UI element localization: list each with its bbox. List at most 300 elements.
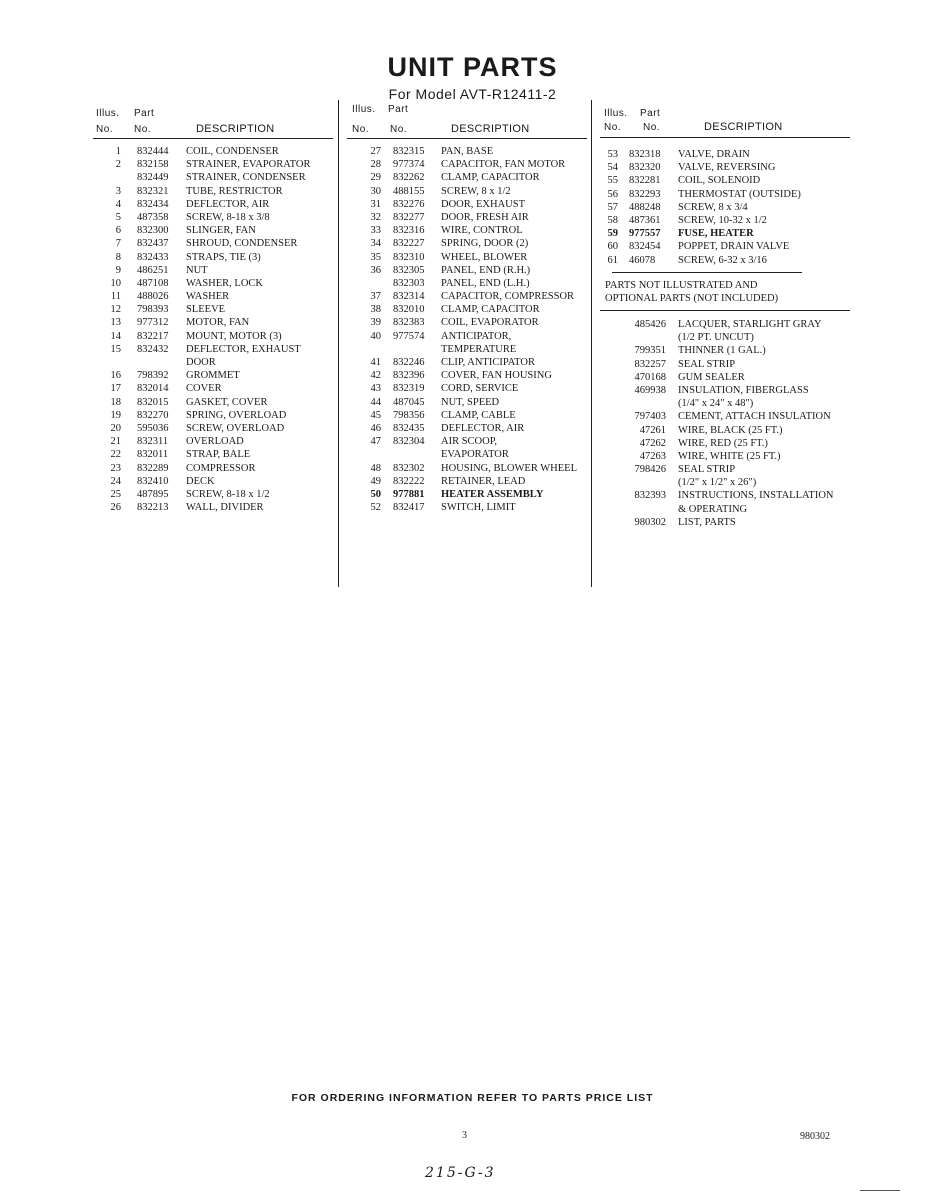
part-description: (1/4" x 24" x 48"): [678, 398, 754, 410]
part-row: [600, 240, 860, 253]
part-number: 832270: [137, 409, 169, 421]
part-row: [347, 185, 592, 198]
part-row: [347, 251, 592, 264]
col3-description-label: DESCRIPTION: [704, 121, 783, 133]
part-number: 47262: [639, 437, 666, 449]
part-number: 832449: [137, 172, 169, 184]
part-number: 832435: [393, 422, 425, 434]
part-number: 832217: [137, 330, 169, 342]
part-row: [93, 211, 338, 224]
part-description: STRAP, BALE: [186, 449, 251, 461]
part-description: COIL, CONDENSER: [186, 146, 279, 157]
part-description: FUSE, HEATER: [678, 228, 754, 240]
illus-number: 15: [110, 343, 121, 355]
part-row: [93, 343, 338, 356]
corner-mark: [860, 1190, 900, 1191]
part-row: [93, 396, 338, 409]
part-description: INSULATION, FIBERGLASS: [678, 384, 809, 396]
part-row: [93, 303, 338, 316]
part-number: 977557: [629, 228, 661, 240]
part-description: COMPRESSOR: [186, 462, 256, 474]
part-number: 832300: [137, 225, 169, 237]
part-number: 832281: [629, 175, 661, 187]
illus-number: 38: [370, 304, 381, 316]
illus-number: 23: [110, 462, 121, 474]
part-description: INSTRUCTIONS, INSTALLATION: [678, 490, 834, 502]
illus-number: 30: [370, 185, 381, 197]
illus-number: 16: [110, 370, 121, 382]
illus-number: 55: [607, 175, 618, 187]
part-number: 977312: [137, 317, 169, 329]
part-row: [347, 356, 592, 369]
part-description: VALVE, REVERSING: [678, 162, 776, 174]
part-number: 486251: [137, 264, 169, 276]
part-number: 832410: [137, 475, 169, 487]
illus-number: 43: [370, 383, 381, 395]
illus-number: 34: [370, 238, 381, 250]
part-row: [347, 145, 592, 158]
illus-number: 13: [110, 317, 121, 329]
part-description: SPRING, DOOR (2): [441, 238, 529, 250]
page-title: UNIT PARTS: [387, 52, 558, 82]
part-description: CLAMP, CABLE: [441, 409, 516, 421]
part-description: SCREW, 8 x 3/4: [678, 201, 748, 213]
col1-illus-label: Illus.: [96, 108, 120, 119]
part-number: 832417: [393, 502, 425, 514]
illus-number: 1: [115, 146, 121, 157]
illus-number: 29: [370, 172, 381, 184]
part-number: 832302: [393, 462, 425, 474]
part-number: 832227: [393, 238, 425, 250]
col2-no-label: No.: [352, 124, 370, 135]
part-description: DOOR, EXHAUST: [441, 198, 525, 210]
illus-number: 58: [607, 214, 618, 226]
illus-number: 10: [110, 277, 121, 289]
optional-part-row: [600, 450, 860, 463]
part-description: COVER: [186, 383, 222, 395]
illus-number: 46: [370, 422, 381, 434]
part-row: [347, 171, 592, 184]
part-row: [93, 409, 338, 422]
ordering-note: FOR ORDERING INFORMATION REFER TO PARTS PRICE LIST: [291, 1092, 654, 1104]
part-number: 487895: [137, 488, 169, 500]
illus-number: 11: [110, 291, 121, 303]
part-number: 832383: [393, 317, 425, 329]
part-description: CLAMP, CAPACITOR: [441, 304, 540, 316]
part-description: AIR SCOOP,: [441, 436, 498, 448]
optional-part-row: [600, 424, 860, 437]
part-number: 832293: [629, 188, 661, 200]
illus-number: 60: [607, 241, 618, 253]
part-description: DECK: [186, 475, 215, 487]
part-number: 488155: [393, 185, 425, 197]
part-number: 832304: [393, 436, 425, 448]
col2-header-rule: [347, 138, 587, 139]
part-number: 832305: [393, 264, 425, 276]
part-number: 832213: [137, 502, 169, 514]
part-description: EVAPORATOR: [441, 449, 509, 461]
part-description: WASHER: [186, 291, 230, 303]
part-row: [347, 303, 592, 316]
illus-number: 40: [370, 330, 381, 342]
part-description: GUM SEALER: [678, 371, 745, 383]
part-row: [600, 188, 860, 201]
illus-number: 4: [115, 198, 121, 210]
part-number: 832311: [137, 436, 169, 448]
part-row: [347, 211, 592, 224]
part-number: 487108: [137, 277, 169, 289]
col1-header-rule: [93, 138, 333, 139]
part-row: [93, 462, 338, 475]
part-row: [347, 396, 592, 409]
col1-part-label: Part: [134, 108, 155, 119]
illus-number: 2: [115, 159, 121, 171]
optional-part-row: [600, 344, 860, 357]
part-number: 832257: [634, 358, 666, 370]
column-3-parts-list: [600, 148, 860, 267]
document-number: 980302: [800, 1131, 830, 1142]
part-number: 470168: [634, 371, 666, 383]
part-number: 832289: [137, 462, 169, 474]
part-description: TUBE, RESTRICTOR: [186, 185, 283, 197]
illus-number: 3: [115, 185, 121, 197]
part-number: 832318: [629, 149, 661, 160]
illus-number: 22: [110, 449, 121, 461]
part-row: [347, 158, 592, 171]
part-description: WIRE, RED (25 FT.): [678, 437, 768, 449]
illus-number: 49: [370, 475, 381, 487]
part-row: [93, 369, 338, 382]
part-row: [93, 356, 338, 369]
part-description: SEAL STRIP: [678, 358, 736, 370]
part-row: [347, 277, 592, 290]
illus-number: 17: [110, 383, 121, 395]
part-row: [347, 369, 592, 382]
part-row: [347, 198, 592, 211]
part-description: SHROUD, CONDENSER: [186, 238, 298, 250]
part-row: [600, 201, 860, 214]
optional-heading-line2: OPTIONAL PARTS (NOT INCLUDED): [605, 293, 779, 304]
part-number: 487045: [393, 396, 425, 408]
part-number: 832246: [393, 357, 425, 368]
part-number: 832014: [137, 383, 169, 395]
part-description: SWITCH, LIMIT: [441, 502, 516, 514]
illus-number: 56: [607, 188, 618, 200]
illus-number: 31: [370, 198, 381, 210]
illus-number: 24: [110, 475, 121, 487]
part-row: [347, 316, 592, 329]
part-row: [600, 174, 860, 187]
part-description: WIRE, CONTROL: [441, 225, 523, 237]
col2-part-label: Part: [388, 104, 409, 115]
column-1-parts-list: [93, 145, 338, 514]
part-description: WHEEL, BLOWER: [441, 251, 528, 263]
part-row: [347, 224, 592, 237]
part-description: WASHER, LOCK: [186, 277, 264, 289]
part-row: [93, 422, 338, 435]
part-description: THINNER (1 GAL.): [678, 345, 766, 357]
part-row: [93, 488, 338, 501]
optional-part-row: [600, 437, 860, 450]
col1-description-label: DESCRIPTION: [196, 123, 275, 135]
part-number: 832454: [629, 241, 661, 253]
part-number: 832433: [137, 251, 169, 263]
part-description: LACQUER, STARLIGHT GRAY: [678, 319, 822, 330]
part-row: [93, 251, 338, 264]
part-row: [600, 227, 860, 240]
part-number: 832010: [393, 304, 425, 316]
illus-number: 35: [370, 251, 381, 263]
part-description: HOUSING, BLOWER WHEEL: [441, 462, 577, 474]
part-description: COIL, EVAPORATOR: [441, 317, 539, 329]
optional-part-row: [600, 489, 860, 502]
part-description: (1/2 PT. UNCUT): [678, 332, 754, 344]
optional-heading-line1: PARTS NOT ILLUSTRATED AND: [605, 280, 758, 291]
part-number: 832315: [393, 146, 425, 157]
part-number: 799351: [634, 345, 666, 357]
part-row: [347, 501, 592, 514]
part-number: 832310: [393, 251, 425, 263]
part-row: [600, 254, 860, 267]
part-number: 832222: [393, 475, 425, 487]
part-row: [93, 158, 338, 171]
illus-number: 19: [110, 409, 121, 421]
illus-number: 6: [115, 225, 121, 237]
part-description: COIL, SOLENOID: [678, 175, 761, 187]
part-row: [93, 382, 338, 395]
part-description: CEMENT, ATTACH INSULATION: [678, 411, 831, 423]
part-description: ANTICIPATOR,: [441, 330, 512, 342]
illus-number: 41: [370, 357, 381, 368]
part-number: 832437: [137, 238, 169, 250]
part-number: 832393: [634, 490, 666, 502]
illus-number: 53: [607, 149, 618, 160]
optional-part-row: [600, 476, 860, 489]
part-description: SLINGER, FAN: [186, 225, 256, 237]
illus-number: 32: [370, 211, 381, 223]
part-number: 832320: [629, 162, 661, 174]
part-row: [347, 343, 592, 356]
part-description: SCREW, 8-18 x 3/8: [186, 211, 270, 223]
col3-illus-label: Illus.: [604, 108, 628, 119]
part-description: & OPERATING: [678, 503, 748, 515]
part-number: 832396: [393, 370, 425, 382]
part-description: GASKET, COVER: [186, 396, 268, 408]
part-number: 832321: [137, 185, 169, 197]
part-number: 798392: [137, 370, 169, 382]
part-description: DEFLECTOR, AIR: [441, 422, 525, 434]
part-description: PANEL, END (L.H.): [441, 277, 530, 289]
col3-part-label: Part: [640, 108, 661, 119]
part-description: SLEEVE: [186, 304, 226, 316]
illus-number: 39: [370, 317, 381, 329]
illus-number: 20: [110, 422, 121, 434]
handwritten-note: 215-G-3: [425, 1165, 496, 1181]
part-number: 488248: [629, 201, 661, 213]
col1-no-label-2: No.: [134, 124, 152, 135]
part-description: NUT: [186, 264, 208, 276]
illus-number: 26: [110, 502, 121, 514]
part-row: [347, 448, 592, 461]
part-row: [600, 161, 860, 174]
illus-number: 14: [110, 330, 121, 342]
part-row: [600, 214, 860, 227]
optional-part-row: [600, 397, 860, 410]
part-description: DOOR, FRESH AIR: [441, 211, 529, 223]
model-subtitle: For Model AVT-R12411-2: [388, 86, 557, 102]
part-number: 832011: [137, 449, 169, 461]
part-description: STRAINER, EVAPORATOR: [186, 159, 311, 171]
part-description: CAPACITOR, FAN MOTOR: [441, 159, 566, 171]
part-description: COVER, FAN HOUSING: [441, 370, 552, 382]
illus-number: 59: [607, 228, 618, 240]
part-description: WALL, DIVIDER: [186, 502, 264, 514]
optional-top-rule: [612, 272, 802, 273]
part-number: 798426: [634, 464, 666, 476]
part-row: [93, 264, 338, 277]
part-row: [93, 198, 338, 211]
part-description: CORD, SERVICE: [441, 383, 519, 395]
illus-number: 50: [370, 488, 381, 500]
part-number: 798393: [137, 304, 169, 316]
col2-illus-label: Illus.: [352, 104, 376, 115]
part-description: WIRE, WHITE (25 FT.): [678, 450, 781, 462]
optional-part-row: [600, 358, 860, 371]
part-row: [347, 382, 592, 395]
part-description: SCREW, 8 x 1/2: [441, 185, 511, 197]
part-description: SCREW, 8-18 x 1/2: [186, 488, 270, 500]
part-row: [93, 237, 338, 250]
part-description: PANEL, END (R.H.): [441, 264, 531, 276]
part-number: 832277: [393, 211, 425, 223]
part-description: GROMMET: [186, 370, 240, 382]
col2-no-label-2: No.: [390, 124, 408, 135]
part-row: [347, 435, 592, 448]
part-number: 832444: [137, 146, 169, 157]
part-number: 832432: [137, 343, 169, 355]
illus-number: 33: [370, 225, 381, 237]
part-number: 832158: [137, 159, 169, 171]
illus-number: 52: [370, 502, 381, 514]
col3-no-label-2: No.: [643, 122, 661, 133]
part-description: DOOR: [186, 357, 216, 368]
part-description: DEFLECTOR, AIR: [186, 198, 270, 210]
part-description: SCREW, OVERLOAD: [186, 422, 285, 434]
col3-no-label: No.: [604, 122, 622, 133]
divider-left: [338, 100, 339, 587]
illus-number: 5: [115, 211, 121, 223]
illus-number: 37: [370, 291, 381, 303]
optional-part-row: [600, 371, 860, 384]
part-number: 798356: [393, 409, 425, 421]
part-description: PAN, BASE: [441, 146, 494, 157]
part-row: [93, 145, 338, 158]
part-row: [93, 435, 338, 448]
part-description: POPPET, DRAIN VALVE: [678, 241, 790, 253]
part-number: 832262: [393, 172, 425, 184]
part-row: [347, 330, 592, 343]
part-description: OVERLOAD: [186, 436, 244, 448]
illus-number: 9: [115, 264, 121, 276]
part-row: [347, 290, 592, 303]
part-description: WIRE, BLACK (25 FT.): [678, 424, 783, 436]
part-number: 832015: [137, 396, 169, 408]
part-row: [93, 475, 338, 488]
part-number: 977881: [393, 488, 425, 500]
page-number: 3: [462, 1130, 467, 1141]
part-description: MOUNT, MOTOR (3): [186, 330, 282, 342]
part-description: TEMPERATURE: [441, 343, 517, 355]
part-row: [600, 148, 860, 161]
illus-number: 57: [607, 201, 618, 213]
col1-no-label: No.: [96, 124, 114, 135]
illus-number: 27: [370, 146, 381, 157]
part-row: [347, 237, 592, 250]
part-number: 469938: [634, 384, 666, 396]
optional-bottom-rule: [600, 310, 850, 311]
part-number: 595036: [137, 422, 169, 434]
part-description: VALVE, DRAIN: [678, 149, 750, 160]
col2-description-label: DESCRIPTION: [451, 123, 530, 135]
part-number: 832276: [393, 198, 425, 210]
part-description: (1/2" x 1/2" x 26"): [678, 477, 757, 489]
part-row: [347, 422, 592, 435]
part-row: [93, 185, 338, 198]
illus-number: 21: [110, 436, 121, 448]
part-number: 980302: [634, 516, 666, 528]
part-number: 977574: [393, 330, 425, 342]
part-row: [347, 475, 592, 488]
optional-part-row: [600, 463, 860, 476]
part-number: 832314: [393, 291, 425, 303]
illus-number: 8: [115, 251, 121, 263]
part-number: 977374: [393, 159, 425, 171]
part-number: 832434: [137, 198, 169, 210]
optional-part-row: [600, 516, 860, 529]
part-description: LIST, PARTS: [678, 516, 736, 528]
part-number: 832319: [393, 383, 425, 395]
illus-number: 54: [607, 162, 618, 174]
part-description: SCREW, 6-32 x 3/16: [678, 254, 767, 266]
part-description: STRAINER, CONDENSER: [186, 172, 306, 184]
part-number: 485426: [634, 319, 666, 330]
optional-part-row: [600, 331, 860, 344]
illus-number: 44: [370, 396, 381, 408]
illus-number: 48: [370, 462, 381, 474]
illus-number: 47: [370, 436, 381, 448]
part-row: [93, 330, 338, 343]
part-number: 47263: [639, 450, 666, 462]
illus-number: 45: [370, 409, 381, 421]
part-description: SPRING, OVERLOAD: [186, 409, 287, 421]
part-number: 487358: [137, 211, 169, 223]
part-description: THERMOSTAT (OUTSIDE): [678, 188, 801, 200]
illus-number: 36: [370, 264, 381, 276]
part-number: 488026: [137, 291, 169, 303]
part-description: RETAINER, LEAD: [441, 475, 526, 487]
column-2-parts-list: [347, 145, 592, 514]
part-row: [93, 448, 338, 461]
part-description: NUT, SPEED: [441, 396, 500, 408]
col3-header-rule: [600, 137, 850, 138]
part-row: [93, 171, 338, 184]
part-row: [93, 290, 338, 303]
optional-part-row: [600, 384, 860, 397]
optional-parts-list: [600, 318, 860, 529]
part-number: 832303: [393, 277, 425, 289]
part-row: [347, 462, 592, 475]
part-number: 797403: [634, 411, 666, 423]
